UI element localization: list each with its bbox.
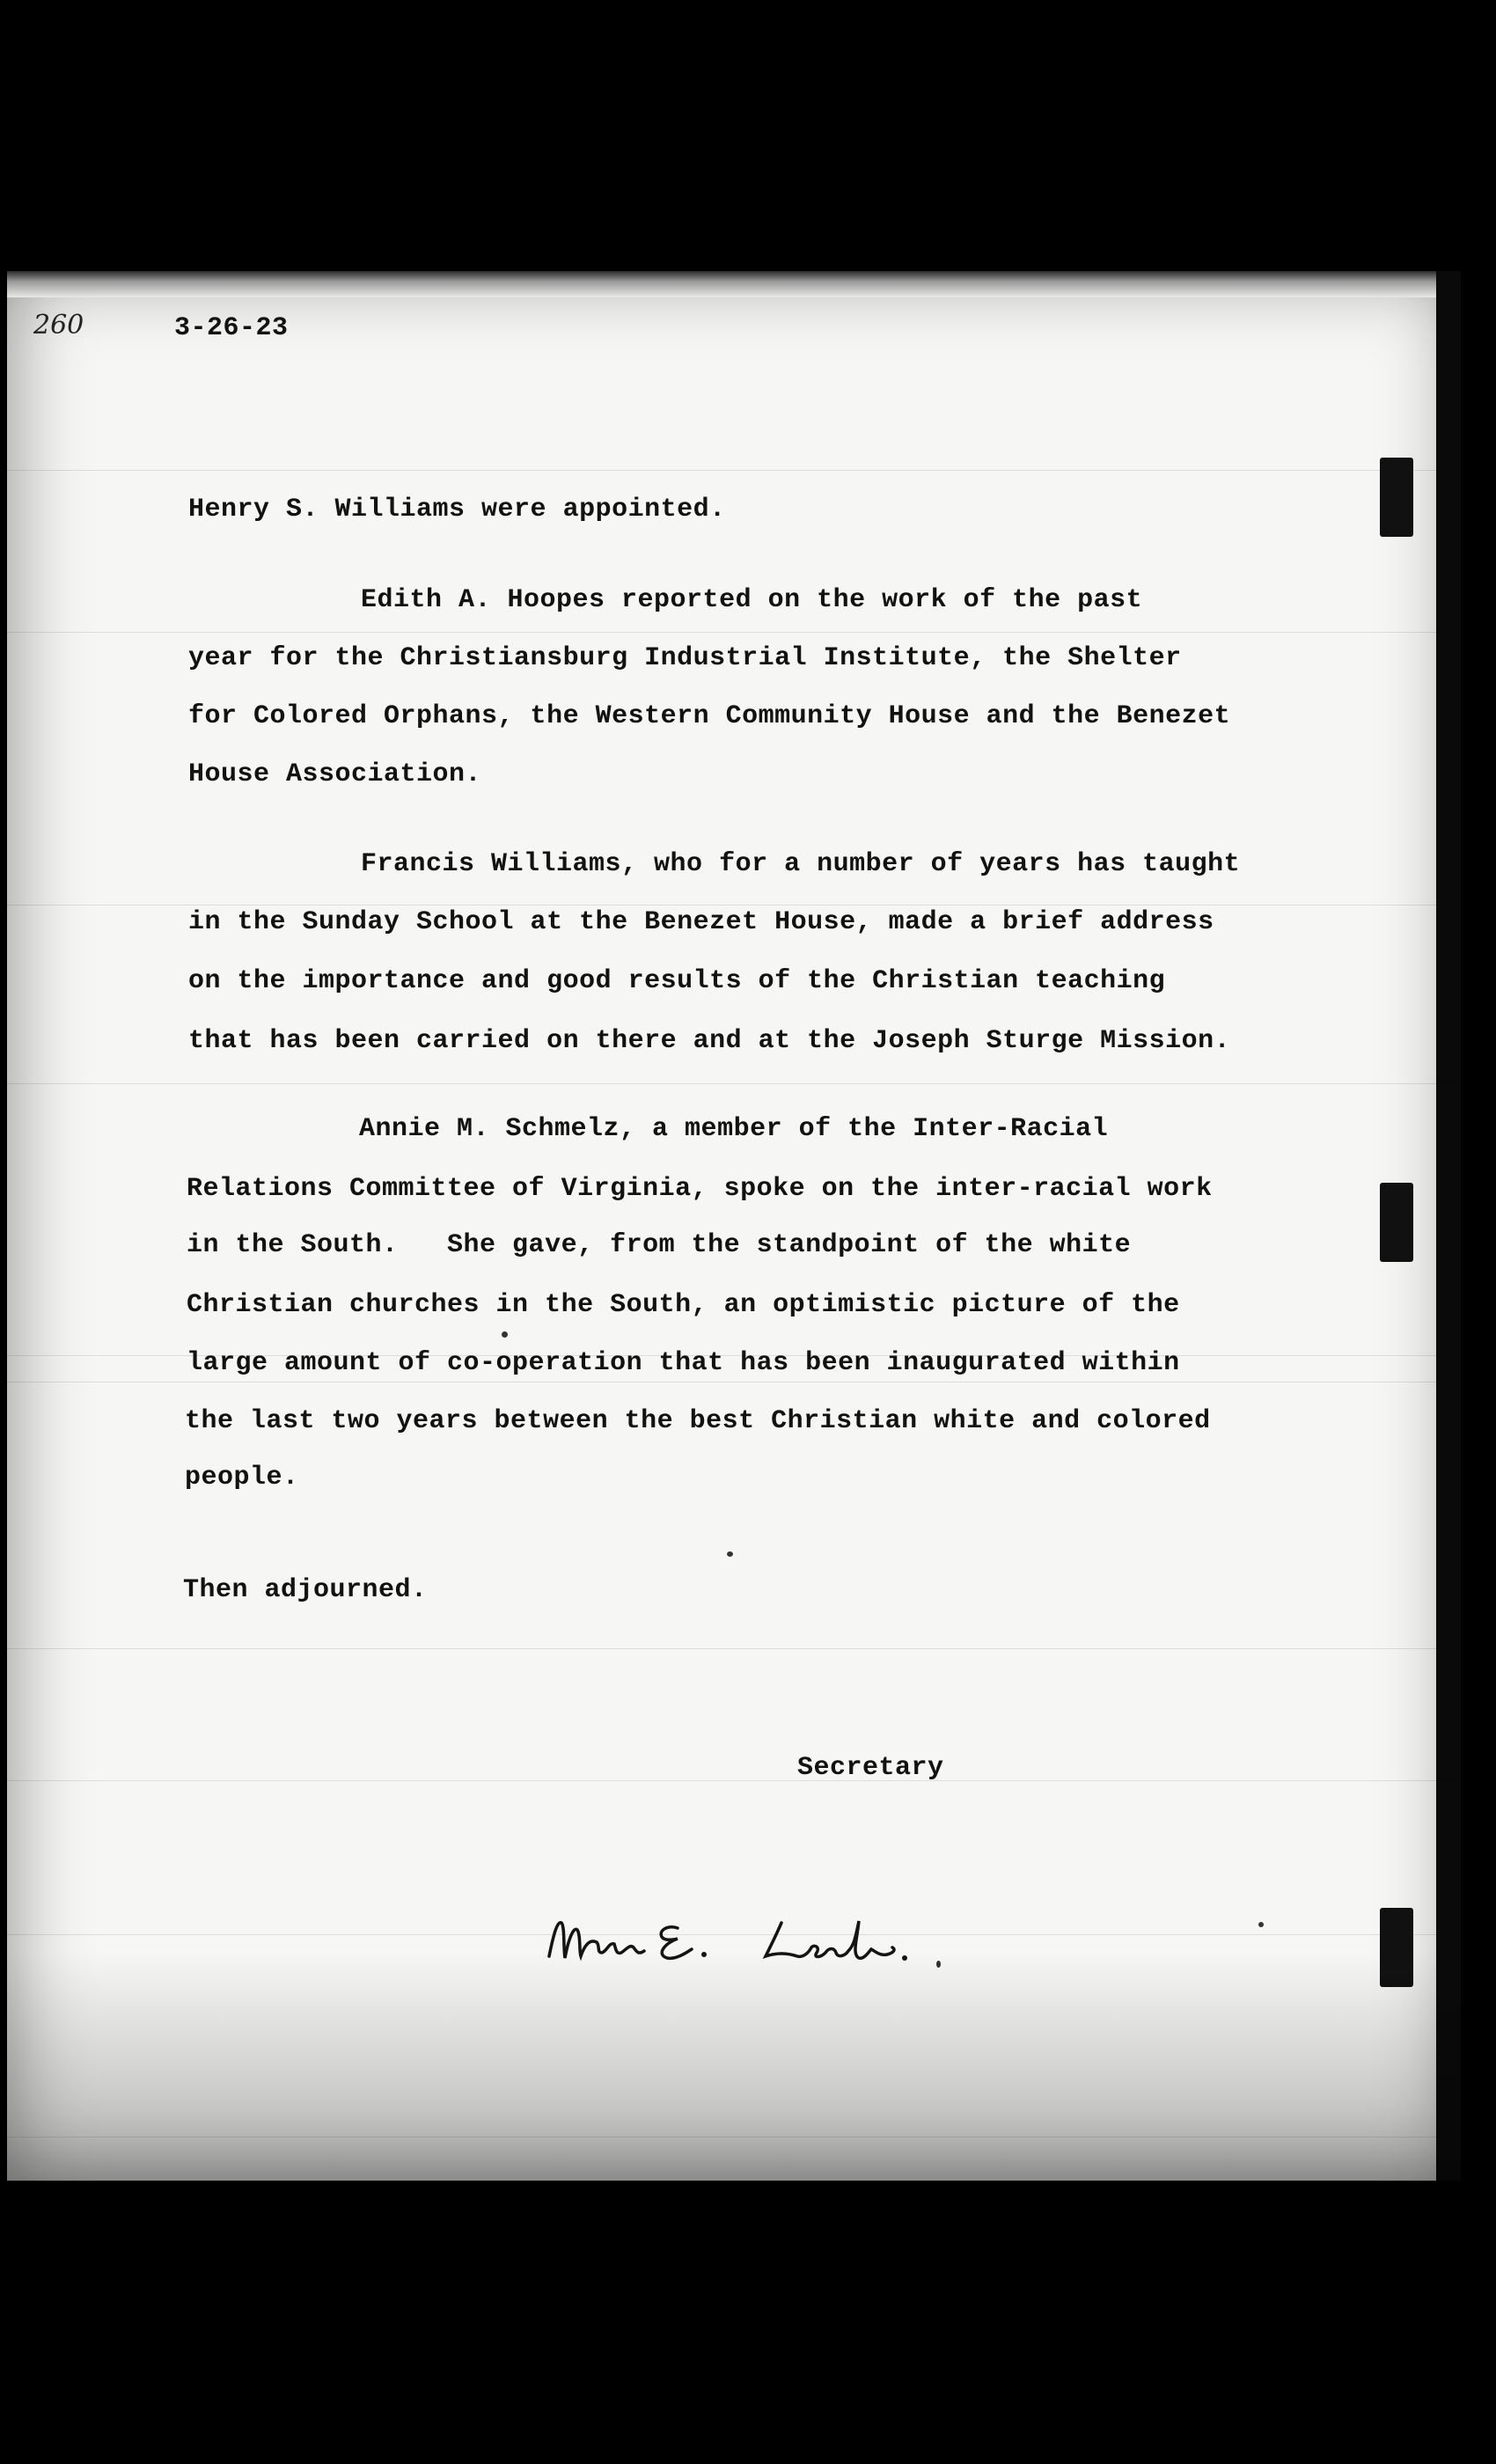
text-line: for Colored Orphans, the Western Community House and the Benezet <box>188 701 1231 731</box>
signer-title: Secretary <box>797 1753 944 1783</box>
binding-strip <box>1436 271 1461 2181</box>
text-line: Christian churches in the South, an optimistic picture of the <box>187 1290 1180 1320</box>
text-line: in the Sunday School at the Benezet House, made a brief address <box>188 907 1214 937</box>
index-tab <box>1380 458 1413 537</box>
page-top-edge <box>7 271 1461 297</box>
text-line: Francis Williams, who for a number of years has taught <box>361 849 1241 879</box>
page-bottom-shade <box>7 1952 1461 2181</box>
speck <box>1258 1922 1264 1927</box>
text-line: Then adjourned. <box>183 1575 428 1605</box>
text-line: the last two years between the best Christian white and colored <box>185 1406 1211 1436</box>
text-line: House Association. <box>188 759 482 789</box>
page-number: 260 <box>33 310 84 341</box>
text-line: year for the Christiansburg Industrial Institute, the Shelter <box>188 643 1182 673</box>
text-line: on the importance and good results of the Christian teaching <box>188 966 1166 996</box>
ruled-line <box>7 632 1461 633</box>
ruled-line <box>7 470 1461 471</box>
text-line: Annie M. Schmelz, a member of the Inter-Racial <box>359 1114 1109 1144</box>
speck <box>502 1331 508 1338</box>
text-line: that has been carried on there and at the Joseph Sturge Mission. <box>188 1026 1231 1056</box>
ruled-line <box>7 1780 1461 1781</box>
text-line: Henry S. Williams were appointed. <box>188 495 726 524</box>
document-date: 3-26-23 <box>174 313 289 343</box>
text-line: large amount of co-operation that has been inaugurated within <box>187 1348 1180 1378</box>
ruled-line <box>7 905 1461 906</box>
document-page <box>7 271 1461 2181</box>
ruled-line <box>7 1083 1461 1084</box>
text-line: people. <box>185 1463 299 1492</box>
index-tab <box>1380 1183 1413 1262</box>
speck <box>727 1551 733 1557</box>
text-line: in the South. She gave, from the standpoint of the white <box>187 1230 1132 1260</box>
text-line: Relations Committee of Virginia, spoke on the inter-racial work <box>187 1174 1213 1204</box>
ruled-line <box>7 1648 1461 1649</box>
text-line: Edith A. Hoopes reported on the work of the past <box>361 585 1143 615</box>
